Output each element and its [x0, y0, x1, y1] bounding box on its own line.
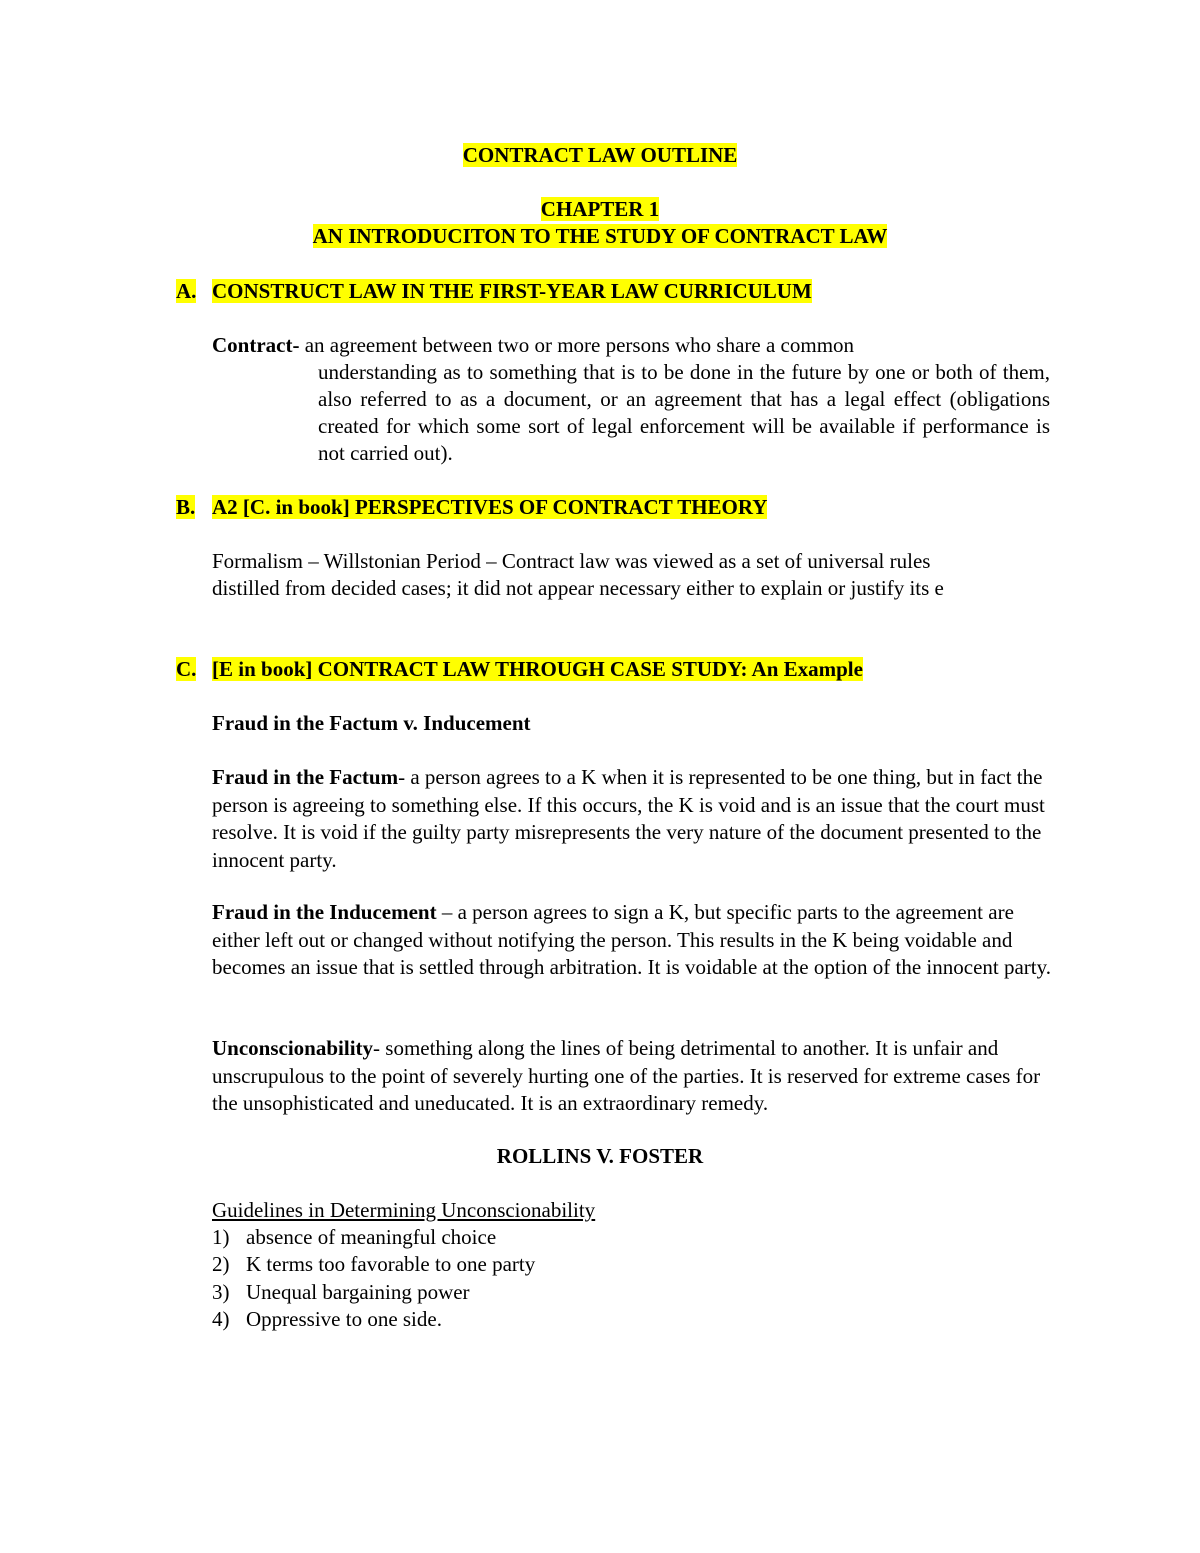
fraud-heading: Fraud in the Factum v. Inducement: [212, 711, 531, 735]
guidelines-heading: Guidelines in Determining Unconscionability: [212, 1198, 596, 1222]
unconscionability-paragraph: Unconscionability- something along the lines of being detrimental to another. It is unfair and unscrupulous to the point of severely hurting one of the parties. It is reserved for extreme cases for the unsophisticated and uneducated. It is an extraordinary remedy.: [212, 1036, 1041, 1115]
formalism-line-1: Formalism – Willstonian Period – Contract law was viewed as a set of universal rules: [212, 549, 931, 573]
section-b-letter: B.: [176, 495, 196, 519]
chapter-number: CHAPTER 1: [540, 197, 660, 221]
fraud-inducement-paragraph: Fraud in the Inducement – a person agrees to sign a K, but specific parts to the agreement are either left out or changed without notifying the person. This results in the K being voidable and becomes an issue that is settled through arbitration. It is voidable at the option of the innocent party.: [212, 900, 1052, 979]
section-c-heading: [E in book] CONTRACT LAW THROUGH CASE STUDY: An Example: [212, 657, 863, 681]
chapter-title: AN INTRODUCITON TO THE STUDY OF CONTRACT LAW: [312, 224, 888, 248]
document-title: CONTRACT LAW OUTLINE: [462, 143, 738, 167]
guideline-item: 3) Unequal bargaining power: [212, 1280, 470, 1304]
guideline-item: 4) Oppressive to one side.: [212, 1307, 442, 1331]
contract-definition-first-line: Contract- an agreement between two or more persons who share a common: [212, 333, 855, 357]
formalism-line-2: distilled from decided cases; it did not appear necessary either to explain or justify its e: [212, 576, 944, 600]
section-b-heading: A2 [C. in book] PERSPECTIVES OF CONTRACT THEORY: [212, 495, 768, 519]
fraud-factum-paragraph: Fraud in the Factum- a person agrees to a K when it is represented to be one thing, but in fact the person is agreeing to something else. If this occurs, the K is void and is an issue that the court must resolve. It is void if the guilty party misrepresents the very nature of the document presented to the innocent party.: [212, 765, 1045, 872]
contract-definition-body: understanding as to something that is to be done in the future by one or both of them, also referred to as a document, or an agreement that has a legal effect (obligations created for which some sort of legal enforcement will be available if performance is not carried out).: [318, 360, 1050, 465]
section-a-letter: A.: [176, 279, 197, 303]
section-a-heading: CONSTRUCT LAW IN THE FIRST-YEAR LAW CURRICULUM: [212, 279, 812, 303]
case-title: ROLLINS V. FOSTER: [496, 1144, 704, 1168]
guideline-item: 2) K terms too favorable to one party: [212, 1252, 536, 1276]
guideline-item: 1) absence of meaningful choice: [212, 1225, 497, 1249]
section-c-letter: C.: [176, 657, 197, 681]
